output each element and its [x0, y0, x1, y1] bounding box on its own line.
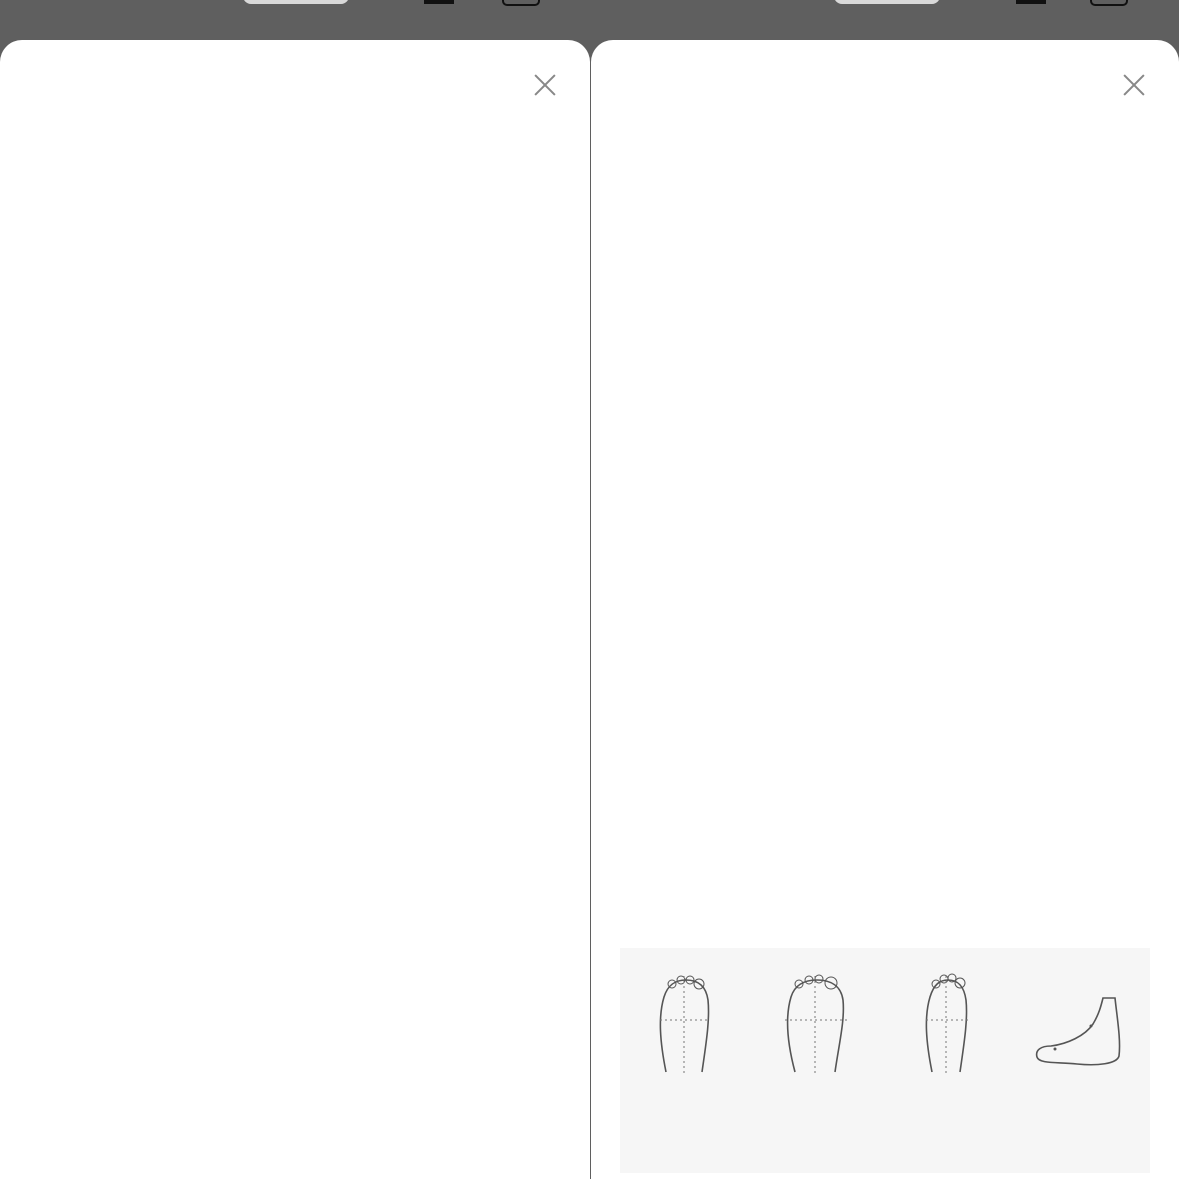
foot-type-card — [882, 948, 1014, 1173]
size-helper-sheet — [0, 40, 590, 1179]
battery-icon — [1090, 0, 1128, 6]
close-icon[interactable] — [1119, 70, 1149, 100]
dynamic-island — [834, 0, 940, 4]
foot-type-card — [751, 948, 883, 1173]
foot-type-panel — [620, 948, 1150, 1173]
battery-icon — [502, 0, 540, 6]
status-bar-left — [0, 0, 590, 36]
size-helper-sheet — [591, 40, 1179, 1179]
standard-foot-icon — [646, 972, 726, 1082]
dynamic-island — [243, 0, 349, 4]
foot-type-card — [620, 948, 752, 1173]
status-bar-right — [590, 0, 1179, 36]
close-icon[interactable] — [530, 70, 560, 100]
foot-type-card — [1013, 948, 1145, 1173]
wide-foot-icon — [777, 972, 857, 1082]
signal-icon — [1016, 0, 1046, 4]
high-instep-foot-icon — [1027, 972, 1127, 1082]
signal-icon — [424, 0, 454, 4]
narrow-foot-icon — [908, 972, 988, 1082]
